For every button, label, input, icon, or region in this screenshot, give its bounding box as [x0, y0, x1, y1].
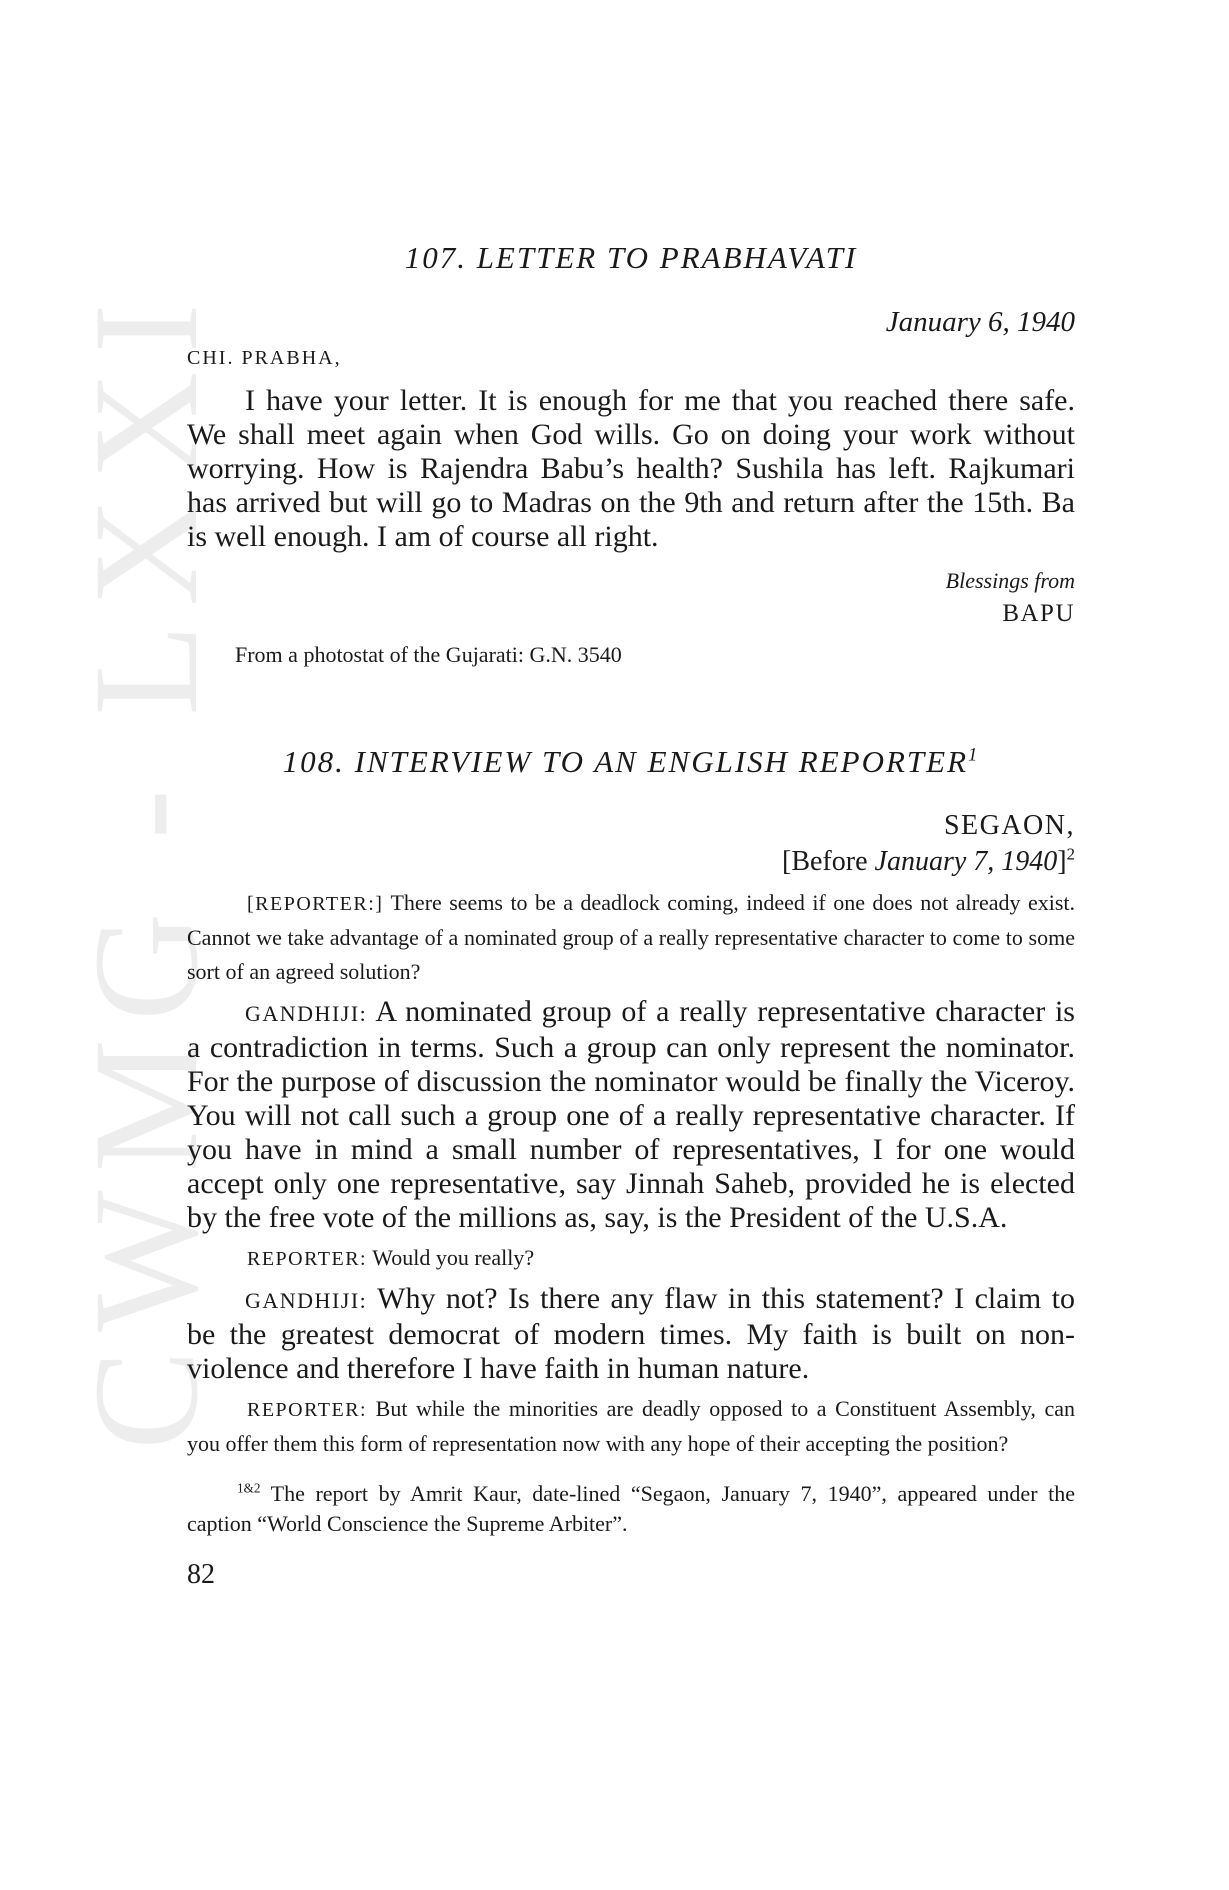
speaker-label: REPORTER: [247, 1399, 368, 1421]
exchange-paragraph [187, 886, 1075, 989]
doc1-signature: BAPU [1002, 600, 1075, 627]
exchange-paragraph [187, 995, 1075, 1235]
exchange-text: Why not? Is there any flaw in this statement? I claim to be the greatest democrat of modern times. My faith is built on non-violence and therefore I have faith in human nature. [187, 1282, 1075, 1385]
doc2-title: 108. INTERVIEW TO AN ENGLISH REPORTER$^1$ [282, 744, 980, 779]
speaker-label: REPORTER: [247, 1248, 368, 1270]
footnote-ref-2: 2 [1066, 844, 1075, 864]
doc1-date: January 6, 1940 [885, 306, 1075, 338]
doc1-body: I have your letter. It is enough for me that you reached there safe. We shall meet again when God wills. Go on doing your work without worrying. How is Rajendra Babu’s health? Sushila has left. Rajkumari has arrived but will go to Madras on the 9th and return after the 15th. Ba is well enough. I am of course all right. [187, 384, 1075, 553]
watermark: CWMG - LXXI [63, 285, 229, 1450]
exchange-paragraph [187, 1282, 1075, 1386]
doc1-closing: Blessings from [945, 568, 1075, 593]
doc2-place: SEGAON, [943, 810, 1075, 841]
exchange-text: But while the minorities are deadly opposed to a Constituent Assembly, can you offer them this form of representation now with any hope of their accepting the position? [187, 1396, 1076, 1456]
doc1-title: 107. LETTER TO PRABHAVATI [404, 240, 858, 275]
footnote: $^{1\&2}$ The report by Amrit Kaur, date-lined “Segaon, January 7, 1940”, appeared under the caption “World Conscience the Supreme Arbiter”. [187, 1480, 1075, 1536]
doc1-source: From a photostat of the Gujarati: G.N. 3540 [235, 642, 622, 667]
speaker-label: [REPORTER:] [247, 893, 384, 915]
exchange-text: Would you really? [372, 1245, 535, 1270]
exchange-paragraph [187, 1392, 1075, 1461]
speaker-label: GANDHIJI: [245, 1288, 368, 1313]
exchange-text: There seems to be a deadlock coming, indeed if one does not already exist. Cannot we take advantage of a nominated group of a really representative character to come to some sort of an agreed solution? [187, 890, 1075, 984]
footnote-ref-1: 1 [968, 744, 980, 766]
exchange-paragraph [187, 1241, 1075, 1276]
interview-exchanges [187, 886, 1075, 1461]
page [187, 240, 1075, 1591]
speaker-label: GANDHIJI: [245, 1001, 368, 1026]
doc2-date: [Before January 7, 1940]$^2$ [782, 844, 1075, 877]
page-number: 82 [187, 1559, 215, 1590]
exchange-text: A nominated group of a really representative character is a contradiction in terms. Such a group can only represent the nominator. For the purpose of discussion the nominator would be finally the Viceroy. You will not call such a group one of a really representative character. If you have in mind a small number of representatives, I for one would accept only one representative, say Jinnah Saheb, provided he is elected by the free vote of the millions as, say, is the President of the U.S.A. [187, 995, 1075, 1234]
doc1-salutation: CHI. PRABHA, [187, 347, 342, 369]
